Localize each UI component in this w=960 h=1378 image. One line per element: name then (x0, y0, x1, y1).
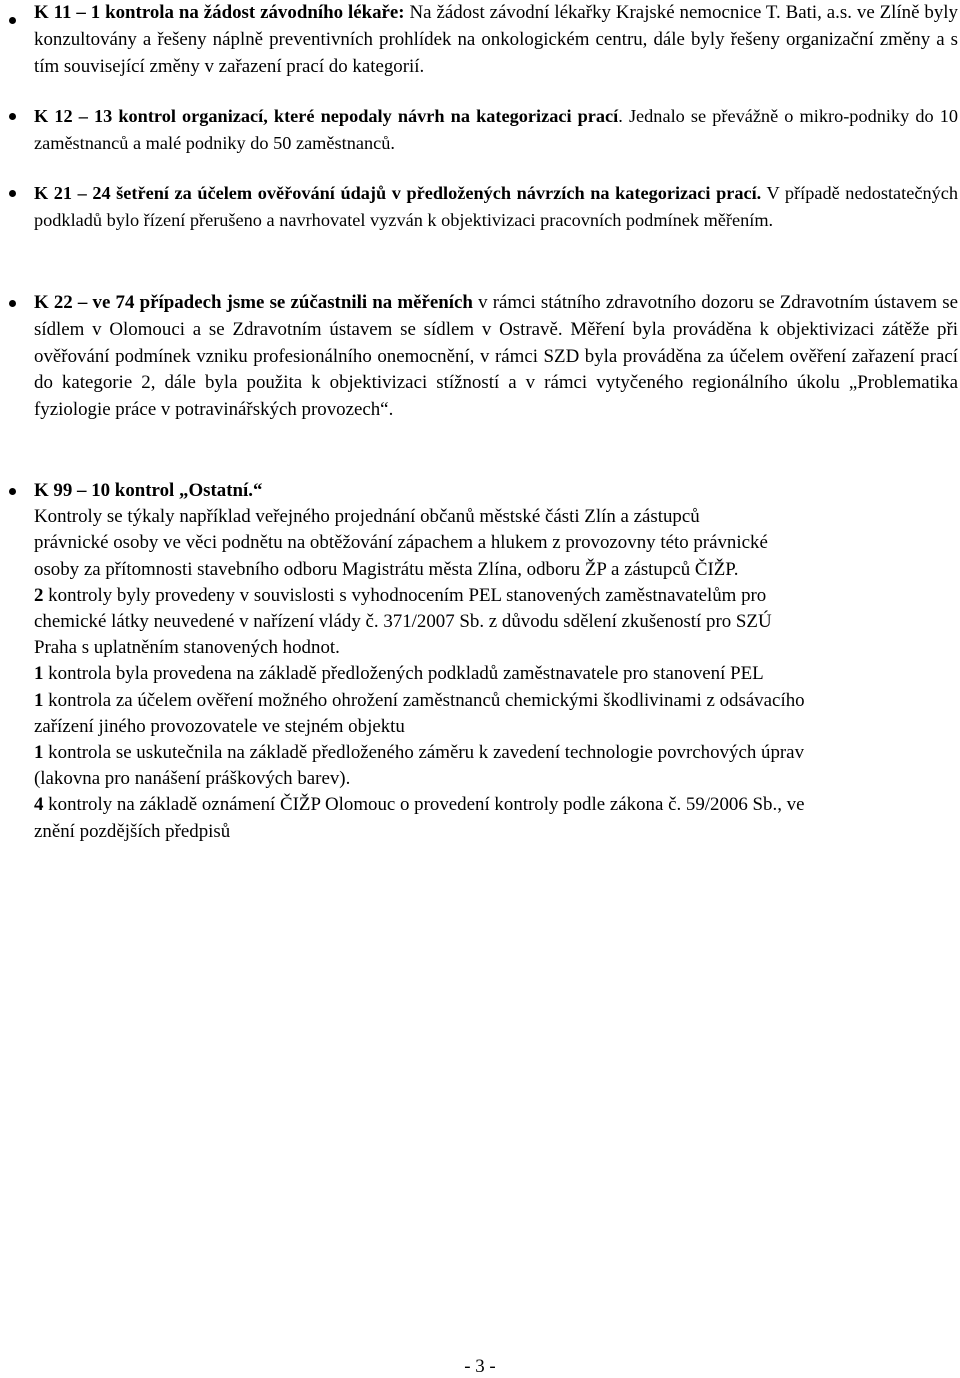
item-k11 (34, 0, 958, 80)
item-k22-text: v rámci státního zdravotního dozoru se Zdravotním ústavem se sídlem v Olomouci a se Zdravotním ústavem se sídlem v Ostravě. Měření byla prováděna k objektivizaci zátěže při ověřování podmínek vzniku profesionálního onemocnění, v rámci SZD byla prováděna za účelem ověření zařazení prací do kategorie 2, dále byla použita k objektivizaci stížností a v rámci vytyčeného regionálního úkolu „Problematika fyziologie práce v potravinářských provozech“. (34, 292, 958, 421)
item-k12-heading: K 12 – 13 kontrol organizací, které nepodaly návrh na kategorizaci prací (34, 106, 619, 126)
k99-entry-1-kontrola-odsavani: 1 kontrola za účelem ověření možného ohrožení zaměstnanců chemickými škodlivinami z odsávacího (34, 689, 805, 711)
item-k99-line: Kontroly se týkaly například veřejného projednání občanů městské části Zlín a zástupců (34, 506, 700, 528)
bullet-icon (9, 190, 16, 197)
item-k22-heading: K 22 – ve 74 případech jsme se zúčastnili na měřeních (34, 292, 473, 313)
k99-entry-line: chemické látky neuvedené v nařízení vlády č. 371/2007 Sb. z důvodu sdělení zkušeností pro SZÚ (34, 611, 772, 633)
bullet-icon (9, 113, 16, 120)
item-k11-text: Na žádost závodní lékařky Krajské nemocnice T. Bati, a.s. ve Zlíně byly konzultovány a řešeny náplně preventivních prohlídek na onkologickém centru, dále byly řešeny organizační změny a s tím související změny v zařazení prací do kategorií. (34, 2, 958, 77)
item-k12-text: . Jednalo se převážně o mikro-podniky do 10 zaměstnanců a malé podniky do 50 zaměstnanců. (34, 106, 958, 153)
item-k99-heading: K 99 – 10 kontrol „Ostatní.“ (34, 480, 263, 501)
item-k99 (34, 478, 958, 845)
bullet-icon (9, 300, 16, 307)
k99-entry-1-kontrola-pel: 1 kontrola byla provedena na základě předložených podkladů zaměstnavatele pro stanovení PEL (34, 663, 764, 685)
item-k11-heading: K 11 – 1 kontrola na žádost závodního lékaře: (34, 2, 405, 23)
item-k12 (34, 103, 958, 157)
k99-entry-1-kontrola-lakovna: 1 kontrola se uskutečnila na základě předloženého záměru k zavedení technologie povrchových úprav (34, 742, 805, 764)
item-k21-heading: K 21 – 24 šetření za účelem ověřování údajů v předložených návrzích na kategorizaci prací. (34, 183, 762, 203)
item-k99-line: osoby za přítomnosti stavebního odboru Magistrátu města Zlína, odboru ŽP a zástupců ČIŽP. (34, 558, 739, 580)
item-k21-text: V případě nedostatečných podkladů bylo řízení přerušeno a navrhovatel vyzván k objektivizaci pracovních podmínek měřením. (34, 183, 958, 230)
item-k99-line: právnické osoby ve věci podnětu na obtěžování zápachem a hlukem z provozovny této právnické (34, 532, 768, 554)
item-k22 (34, 290, 958, 424)
k99-entry-4-kontroly: 4 kontroly na základě oznámení ČIŽP Olomouc o provedení kontroly podle zákona č. 59/2006 Sb., ve (34, 794, 805, 816)
k99-entry-line: (lakovna pro nanášení práškových barev). (34, 768, 351, 790)
k99-entry-line: znění pozdějších předpisů (34, 820, 231, 842)
k99-entry-2-kontroly: 2 kontroly byly provedeny v souvislosti s vyhodnocením PEL stanovených zaměstnavatelům pro (34, 584, 767, 606)
bullet-icon (9, 488, 16, 495)
k99-entry-line: zařízení jiného provozovatele ve stejném objektu (34, 715, 405, 737)
page-number: - 3 - (464, 1356, 496, 1377)
k99-entry-line: Praha s uplatněním stanovených hodnot. (34, 637, 340, 659)
bullet-icon (9, 17, 16, 24)
item-k21 (34, 180, 958, 234)
